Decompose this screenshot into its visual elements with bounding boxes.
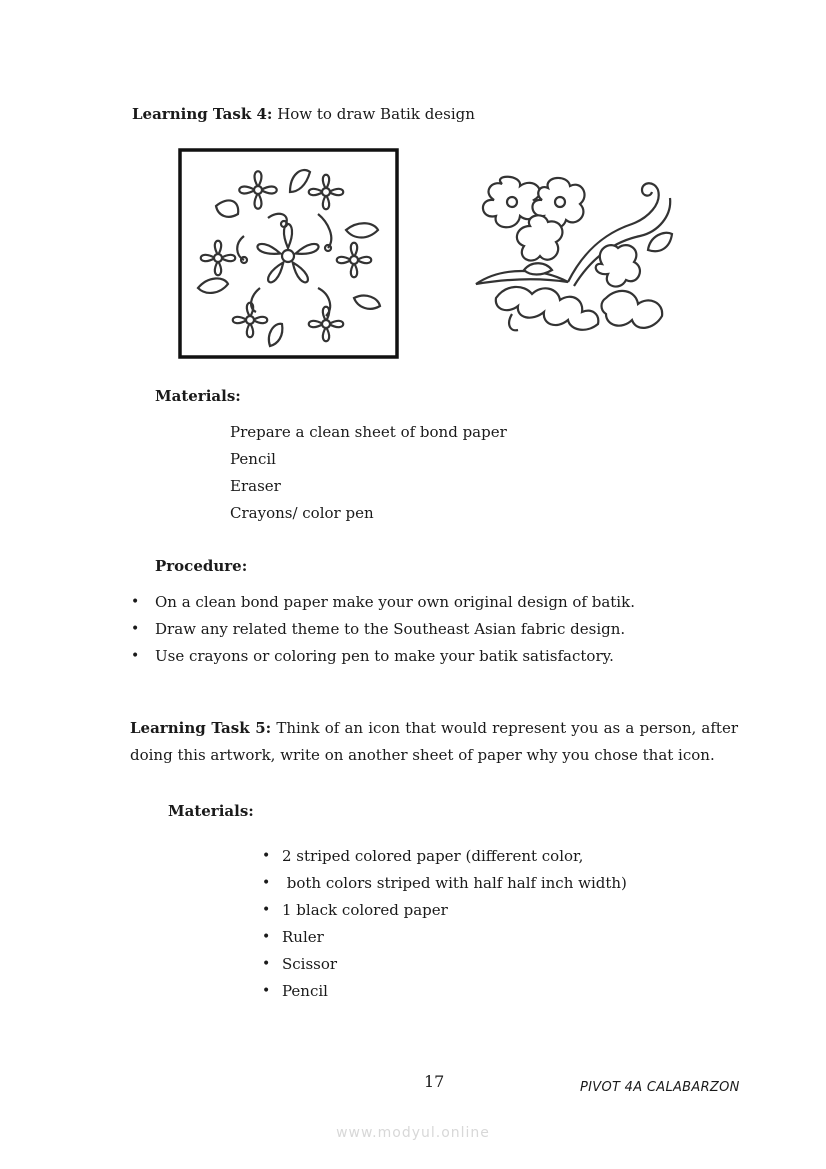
task-4-label: Learning Task 4: <box>132 105 273 123</box>
materials-heading-2: Materials: <box>168 802 254 820</box>
bullet-icon: • <box>131 594 140 610</box>
materials-list <box>230 422 507 530</box>
bullet-icon: • <box>262 902 271 918</box>
learning-task-5-paragraph <box>130 715 738 769</box>
learning-task-4-heading <box>132 104 475 124</box>
list-item: Crayons/ color pen <box>230 504 374 522</box>
material-item: Scissor <box>282 955 338 973</box>
list-item: Pencil <box>230 450 276 468</box>
materials-list-2 <box>262 846 627 1008</box>
bullet-icon: • <box>262 875 271 891</box>
list-item <box>262 981 627 1008</box>
material-item: 1 black colored paper <box>282 901 448 919</box>
task-4-text: How to draw Batik design <box>272 105 475 123</box>
watermark: www.modyul.online <box>336 1125 490 1141</box>
procedure-step: Use crayons or coloring pen to make your batik satisfactory. <box>155 647 614 665</box>
list-item <box>262 846 627 873</box>
bullet-icon: • <box>262 956 271 972</box>
bullet-icon: • <box>262 929 271 945</box>
materials-heading: Materials: <box>155 387 241 405</box>
bullet-icon: • <box>131 621 140 637</box>
page-number: 17 <box>424 1072 445 1091</box>
task-5-text: Think of an icon that would represent you as a person, after doing this artwork, write on another sheet of paper why you chose that icon. <box>130 719 738 764</box>
list-item <box>262 900 627 927</box>
list-item <box>262 927 627 954</box>
list-item <box>131 646 635 673</box>
material-item: Ruler <box>282 928 324 946</box>
list-item: Prepare a clean sheet of bond paper <box>230 423 507 441</box>
list-item <box>131 592 635 619</box>
bullet-icon: • <box>131 648 140 664</box>
material-item: both colors striped with half half inch width) <box>282 874 627 892</box>
list-item: Eraser <box>230 477 281 495</box>
list-item <box>131 619 635 646</box>
bullet-icon: • <box>262 848 271 864</box>
procedure-step: On a clean bond paper make your own original design of batik. <box>155 593 635 611</box>
procedure-step: Draw any related theme to the Southeast Asian fabric design. <box>155 620 626 638</box>
batik-floral-square-illustration <box>178 148 399 359</box>
batik-vine-flower-illustration <box>472 174 684 340</box>
bullet-icon: • <box>262 983 271 999</box>
task-5-label: Learning Task 5: <box>130 719 272 737</box>
material-item: Pencil <box>282 982 328 1000</box>
procedure-list <box>131 592 635 673</box>
procedure-heading: Procedure: <box>155 557 248 575</box>
material-item: 2 striped colored paper (different color, <box>282 847 584 865</box>
publisher-footer: PIVOT 4A CALABARZON <box>580 1080 740 1095</box>
list-item <box>262 873 627 900</box>
list-item <box>262 954 627 981</box>
